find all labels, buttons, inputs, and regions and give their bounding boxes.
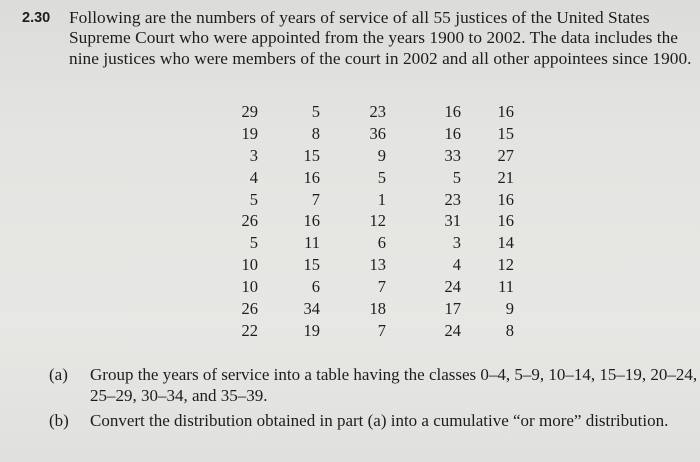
table-cell: 22 <box>241 320 258 340</box>
table-cell: 4 <box>452 255 461 275</box>
table-cell: 24 <box>444 320 461 340</box>
table-cell: 5 <box>249 233 258 253</box>
table-cell: 9 <box>377 145 386 165</box>
table-cell: 16 <box>497 102 514 121</box>
data-column-1 <box>228 101 258 342</box>
table-cell: 3 <box>249 145 258 165</box>
table-cell: 15 <box>497 123 514 143</box>
table-cell: 11 <box>498 277 514 297</box>
table-cell: 24 <box>444 277 461 297</box>
table-cell: 1 <box>377 189 386 209</box>
table-cell: 23 <box>444 189 461 209</box>
table-cell: 8 <box>505 320 514 340</box>
table-cell: 16 <box>303 167 320 187</box>
table-cell: 11 <box>304 233 320 253</box>
part-text: Group the years of service into a table having the classes 0–4, 5–9, 10–14, 15–19, 20–24, 25–29, 30–34, and 35–39. <box>90 365 698 405</box>
table-cell: 16 <box>497 189 514 209</box>
part-label: (b) <box>49 411 69 430</box>
table-cell: 16 <box>444 102 461 121</box>
table-cell: 5 <box>452 167 461 187</box>
table-cell: 27 <box>497 145 514 165</box>
table-cell: 18 <box>369 299 386 319</box>
table-cell: 16 <box>497 211 514 231</box>
table-cell: 10 <box>241 277 258 297</box>
table-cell: 13 <box>369 255 386 275</box>
table-cell: 16 <box>444 123 461 143</box>
table-cell: 21 <box>497 167 514 187</box>
table-cell: 4 <box>249 167 258 187</box>
part-a <box>49 364 699 406</box>
table-cell: 19 <box>303 320 320 340</box>
table-cell: 7 <box>377 277 386 297</box>
part-label: (a) <box>49 365 68 384</box>
table-cell: 8 <box>311 123 320 143</box>
part-text: Convert the distribution obtained in part (a) into a cumulative “or more” distribution. <box>90 411 669 430</box>
table-cell: 6 <box>377 233 386 253</box>
table-cell: 5 <box>249 189 258 209</box>
table-cell: 26 <box>241 299 258 319</box>
data-column-5 <box>484 101 514 342</box>
table-cell: 3 <box>452 233 461 253</box>
table-cell: 12 <box>369 211 386 231</box>
part-b <box>49 410 699 431</box>
table-cell: 12 <box>497 255 514 275</box>
table-cell: 23 <box>369 102 386 121</box>
table-cell: 26 <box>241 211 258 231</box>
problem-number: 2.30 <box>22 10 51 26</box>
table-cell: 7 <box>377 320 386 340</box>
table-cell: 7 <box>311 189 320 209</box>
table-cell: 14 <box>497 233 514 253</box>
data-column-4 <box>431 101 461 342</box>
table-cell: 34 <box>303 299 320 319</box>
data-column-3 <box>356 101 386 342</box>
table-cell: 17 <box>444 299 461 319</box>
problem-parts <box>49 364 699 435</box>
table-cell: 19 <box>241 123 258 143</box>
table-cell: 5 <box>311 102 320 121</box>
table-cell: 5 <box>377 167 386 187</box>
table-cell: 10 <box>241 255 258 275</box>
table-cell: 31 <box>444 211 461 231</box>
table-cell: 16 <box>303 211 320 231</box>
table-cell: 36 <box>369 123 386 143</box>
table-cell: 33 <box>444 145 461 165</box>
problem-statement: Following are the numbers of years of service of all 55 justices of the United States Supreme Court who were appointed from the years 1900 to 2002. The data includes the nine justices who were members of the court in 2002 and all other appointees since 1900. <box>69 8 692 68</box>
table-cell: 15 <box>303 145 320 165</box>
table-cell: 15 <box>303 255 320 275</box>
table-cell: 6 <box>311 277 320 297</box>
table-cell: 9 <box>505 299 514 319</box>
table-cell: 29 <box>241 102 258 121</box>
data-column-2 <box>290 101 320 342</box>
